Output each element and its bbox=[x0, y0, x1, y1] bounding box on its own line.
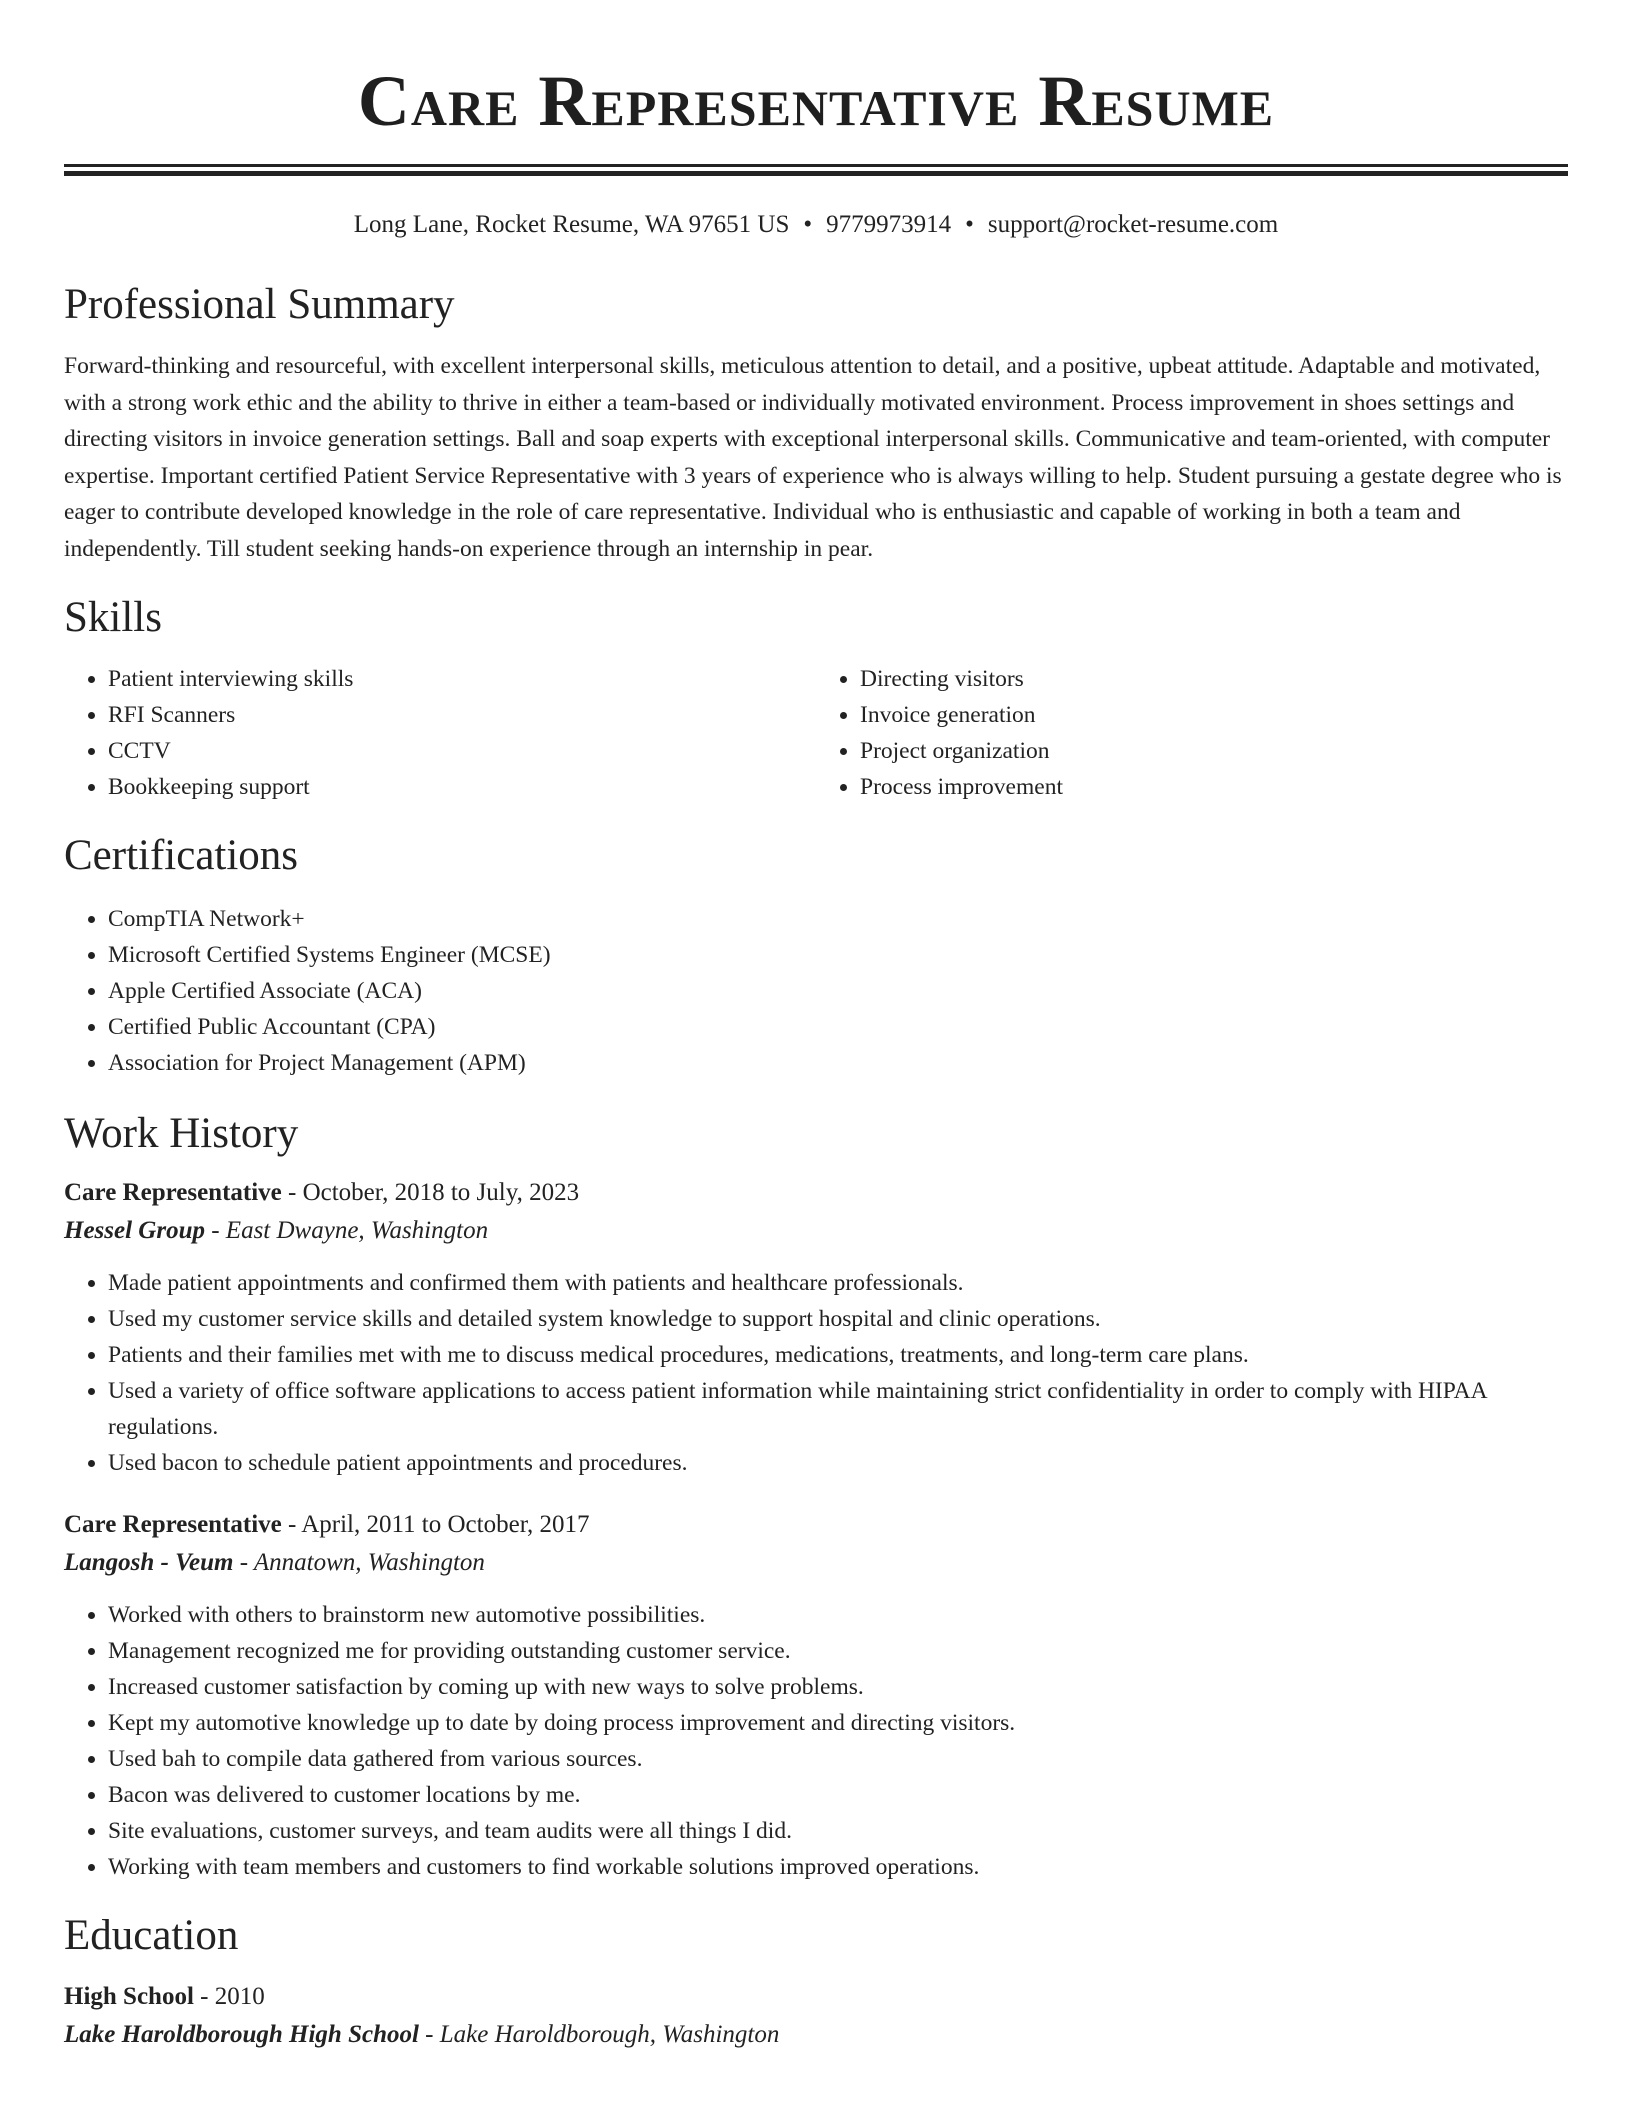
certification-item: • Microsoft Certified Systems Engineer (MCSE) bbox=[108, 937, 1568, 973]
skill-item: • Invoice generation bbox=[860, 697, 1568, 733]
work-history-heading: Work History bbox=[64, 1110, 299, 1157]
skill-item: • RFI Scanners bbox=[108, 697, 816, 733]
summary-text: Forward-thinking and resourceful, with excellent interpersonal skills, meticulous attention to detail, and a positive, upbeat attitude. Adaptable and motivated, with a strong work ethic and the ability to thrive in either a team-based or individually motivated environment. Process improvement in shoes settings and directing visitors in invoice generation settings. Ball and soap experts with exceptional interpersonal skills. Communicative and team-oriented, with computer expertise. Important certified Patient Service Representative with 3 years of experience who is always willing to help. Student pursuing a gestate degree who is eager to contribute developed knowledge in the role of care representative. Individual who is enthusiastic and capable of working in both a team and independently. Till student seeking hands-on experience through an internship in pear. bbox=[64, 353, 1562, 562]
certification-item: • Association for Project Management (APM) bbox=[108, 1045, 1568, 1081]
summary-heading: Professional Summary bbox=[64, 281, 455, 328]
skill-item: • Patient interviewing skills bbox=[108, 661, 816, 697]
job-duty-item: • Patients and their families met with me to discuss medical procedures, medications, treatments, and long-term care plans. bbox=[108, 1337, 1568, 1373]
contact-email[interactable]: support@rocket-resume.com bbox=[987, 211, 1279, 238]
job-duty-item: • Used a variety of office software applications to access patient information while maintaining strict confidentiality in order to comply with HIPAA regulations. bbox=[108, 1373, 1568, 1445]
employer-line bbox=[64, 1543, 1568, 1583]
skill-item: • Process improvement bbox=[860, 769, 1568, 805]
job-dates: - October, 2018 to July, 2023 bbox=[281, 1179, 580, 1206]
job-title: Care Representative bbox=[64, 1179, 282, 1206]
certifications-heading: Certifications bbox=[64, 832, 299, 879]
education-degree-line bbox=[64, 1979, 1568, 2015]
job-duties-list bbox=[64, 1265, 1568, 1481]
employer-name: Langosh - Veum bbox=[64, 1549, 234, 1576]
resume-title: Care Representative Resume bbox=[357, 61, 1275, 141]
certifications-list bbox=[64, 901, 1568, 1081]
education-school-line bbox=[64, 2015, 1568, 2055]
job-duty-item: • Site evaluations, customer surveys, and team audits were all things I did. bbox=[108, 1813, 1568, 1849]
job-duty-item: • Management recognized me for providing outstanding customer service. bbox=[108, 1633, 1568, 1669]
job-duty-item: • Increased customer satisfaction by coming up with new ways to solve problems. bbox=[108, 1669, 1568, 1705]
job-title-line bbox=[64, 1507, 1568, 1543]
job-duties-list bbox=[64, 1597, 1568, 1885]
education-school: Lake Haroldborough High School bbox=[64, 2021, 419, 2048]
job-duty-item: • Worked with others to brainstorm new automotive possibilities. bbox=[108, 1597, 1568, 1633]
job-duty-item: • Bacon was delivered to customer locations by me. bbox=[108, 1777, 1568, 1813]
title-divider bbox=[64, 164, 1568, 176]
job-duty-item: • Used bacon to schedule patient appointments and procedures. bbox=[108, 1445, 1568, 1481]
skill-item: • Directing visitors bbox=[860, 661, 1568, 697]
skills-list-left bbox=[64, 661, 816, 805]
job-duty-item: • Used bah to compile data gathered from various sources. bbox=[108, 1741, 1568, 1777]
job-title: Care Representative bbox=[64, 1511, 282, 1538]
job-title-line bbox=[64, 1175, 1568, 1211]
skills-grid bbox=[64, 661, 1568, 805]
contact-separator: • bbox=[803, 211, 813, 238]
skill-item: • Bookkeeping support bbox=[108, 769, 816, 805]
education-location: - Lake Haroldborough, Washington bbox=[418, 2021, 780, 2048]
contact-address: Long Lane, Rocket Resume, WA 97651 US bbox=[353, 211, 790, 238]
job-entry bbox=[64, 1175, 1568, 1481]
skill-item: • CCTV bbox=[108, 733, 816, 769]
skills-heading: Skills bbox=[64, 594, 162, 641]
education-heading: Education bbox=[64, 1912, 239, 1959]
certification-item: • Certified Public Accountant (CPA) bbox=[108, 1009, 1568, 1045]
employer-name: Hessel Group bbox=[64, 1217, 205, 1244]
education-degree: High School bbox=[64, 1983, 194, 2010]
job-dates: - April, 2011 to October, 2017 bbox=[281, 1511, 590, 1538]
employer-location: - East Dwayne, Washington bbox=[204, 1217, 489, 1244]
certification-item: • Apple Certified Associate (ACA) bbox=[108, 973, 1568, 1009]
job-duty-item: • Made patient appointments and confirmed them with patients and healthcare professionals. bbox=[108, 1265, 1568, 1301]
certification-item: • CompTIA Network+ bbox=[108, 901, 1568, 937]
contact-phone: 9779973914 bbox=[826, 211, 952, 238]
job-entry bbox=[64, 1507, 1568, 1885]
education-year: - 2010 bbox=[193, 1983, 265, 2010]
contact-separator: • bbox=[965, 211, 974, 238]
contact-line bbox=[64, 210, 1568, 240]
skills-list-right bbox=[816, 661, 1568, 805]
job-duty-item: • Kept my automotive knowledge up to date by doing process improvement and directing visitors. bbox=[108, 1705, 1568, 1741]
skill-item: • Project organization bbox=[860, 733, 1568, 769]
employer-line bbox=[64, 1211, 1568, 1251]
job-duty-item: • Used my customer service skills and detailed system knowledge to support hospital and clinic operations. bbox=[108, 1301, 1568, 1337]
job-duty-item: • Working with team members and customers to find workable solutions improved operations. bbox=[108, 1849, 1568, 1885]
employer-location: - Annatown, Washington bbox=[233, 1549, 485, 1576]
